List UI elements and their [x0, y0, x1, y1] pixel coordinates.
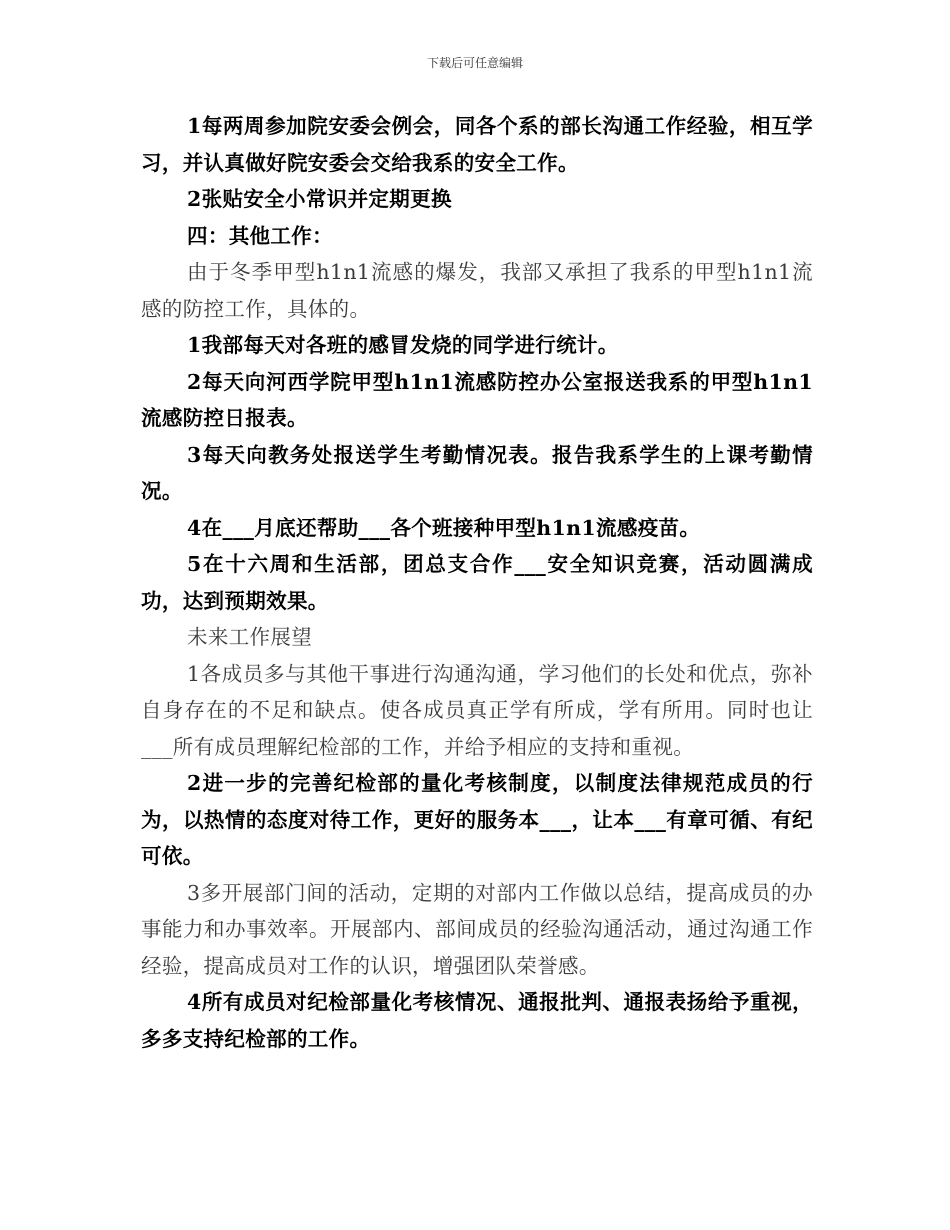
paragraph-6: 2每天向河西学院甲型h1n1流感防控办公室报送我系的甲型h1n1流感防控日报表。: [141, 369, 813, 430]
document-body: [141, 108, 813, 1057]
section-heading-other-work: 四：其他工作：: [187, 223, 333, 248]
paragraph-11: 1各成员多与其他干事进行沟通沟通，学习他们的长处和优点，弥补自身存在的不足和缺点。使各成员真正学有所成，学有所用。同时也让___所有成员理解纪检部的工作，并给予相应的支持和重视。: [141, 661, 813, 759]
paragraph-14: 4所有成员对纪检部量化考核情况、通报批判、通报表扬给予重视，多多支持纪检部的工作。: [141, 990, 813, 1051]
paragraph-5: 1我部每天对各班的感冒发烧的同学进行统计。: [187, 333, 619, 357]
paragraph-12: 2进一步的完善纪检部的量化考核制度，以制度法律规范成员的行为，以热情的态度对待工作，更好的服务本___，让本___有章可循、有纪可依。: [141, 771, 813, 868]
paragraph-1: 1每两周参加院安委会例会，同各个系的部长沟通工作经验，相互学习，并认真做好院安委会交给我系的安全工作。: [141, 114, 813, 175]
paragraph-7: 3每天向教务处报送学生考勤情况表。报告我系学生的上课考勤情况。: [141, 442, 813, 503]
paragraph-8: 4在___月底还帮助___各个班接种甲型h1n1流感疫苗。: [187, 515, 701, 540]
paragraph-4: 由于冬季甲型h1n1流感的爆发，我部又承担了我系的甲型h1n1流感的防控工作，具体的。: [141, 260, 813, 321]
paragraph-9: 5在十六周和生活部，团总支合作___安全知识竞赛，活动圆满成功，达到预期效果。: [141, 552, 813, 613]
section-heading-future-outlook: 未来工作展望: [187, 625, 313, 649]
paragraph-13: 3多开展部门间的活动，定期的对部内工作做以总结，提高成员的办事能力和办事效率。开展部内、部间成员的经验沟通活动，通过沟通工作经验，提高成员对工作的认识，增强团队荣誉感。: [141, 880, 813, 978]
page-header: 下载后可任意编辑: [426, 56, 523, 70]
paragraph-2: 2张贴安全小常识并定期更换: [187, 187, 452, 211]
